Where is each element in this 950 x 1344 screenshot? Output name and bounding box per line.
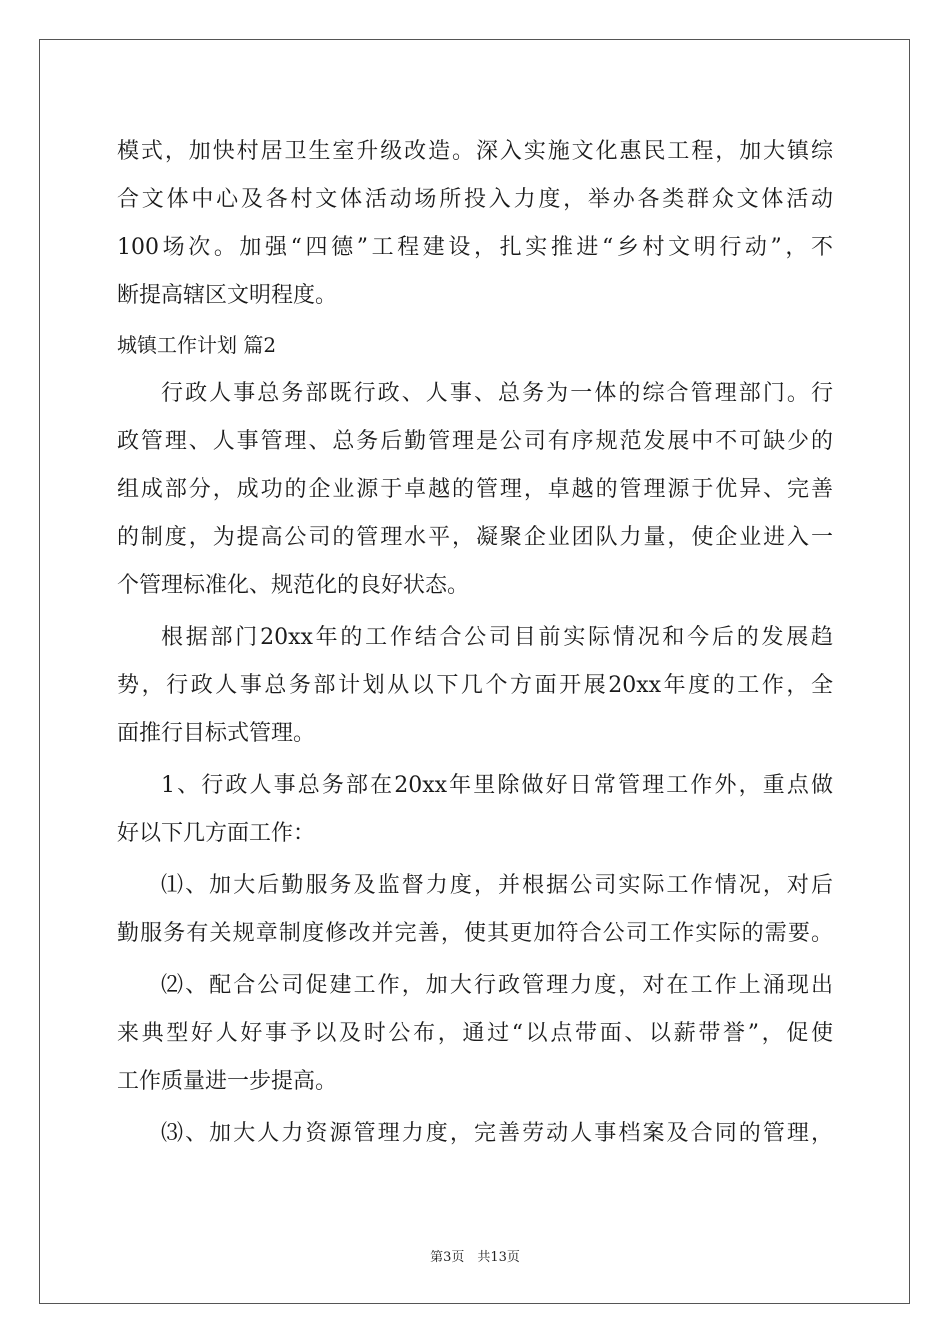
text-line: 模式，加快村居卫生室升级改造。深入实施文化惠民工程，加大镇综 [117,139,833,164]
text-line: 行政人事总务部既行政、人事、总务为一体的综合管理部门。行 [161,381,833,406]
text-line: 勤服务有关规章制度修改并完善，使其更加符合公司工作实际的需要。 [117,921,833,946]
text-line: 势，行政人事总务部计划从以下几个方面开展20xx年度的工作，全 [117,673,833,698]
paragraph [117,128,833,320]
text-line: 合文体中心及各村文体活动场所投入力度，举办各类群众文体活动 [117,187,833,212]
text-line: 100场次。加强“四德”工程建设，扎实推进“乡村文明行动”，不 [117,235,833,260]
paragraph [117,370,833,610]
document-body [117,128,833,1158]
text-line: 工作质量进一步提高。 [117,1069,338,1094]
text-line: 个管理标准化、规范化的良好状态。 [117,573,470,598]
text-line: ⑵、配合公司促建工作，加大行政管理力度，对在工作上涌现出 [161,973,833,998]
text-line: 根据部门20xx年的工作结合公司目前实际情况和今后的发展趋 [161,625,833,650]
paragraph [117,962,833,1106]
text-line: 面推行目标式管理。 [117,721,316,746]
text-line: 好以下几方面工作： [117,821,316,846]
paragraph [117,762,833,858]
text-line: 组成部分，成功的企业源于卓越的管理，卓越的管理源于优异、完善 [117,477,833,502]
text-line: 1、行政人事总务部在20xx年里除做好日常管理工作外，重点做 [161,773,833,798]
text-line: 的制度，为提高公司的管理水平，凝聚企业团队力量，使企业进入一 [117,525,833,550]
text-line: ⑴、加大后勤服务及监督力度，并根据公司实际工作情况，对后 [161,873,833,898]
text-line: 政管理、人事管理、总务后勤管理是公司有序规范发展中不可缺少的 [117,429,833,454]
page-number: 第3页 共13页 [430,1250,520,1265]
paragraph [117,1110,833,1158]
paragraph [117,614,833,758]
text-line: 断提高辖区文明程度。 [117,283,338,308]
text-line: 来典型好人好事予以及时公布，通过“以点带面、以薪带誉”，促使 [117,1021,833,1046]
text-line: ⑶、加大人力资源管理力度，完善劳动人事档案及合同的管理， [161,1121,833,1146]
section-heading: 城镇工作计划 篇2 [117,333,277,357]
paragraph [117,862,833,958]
